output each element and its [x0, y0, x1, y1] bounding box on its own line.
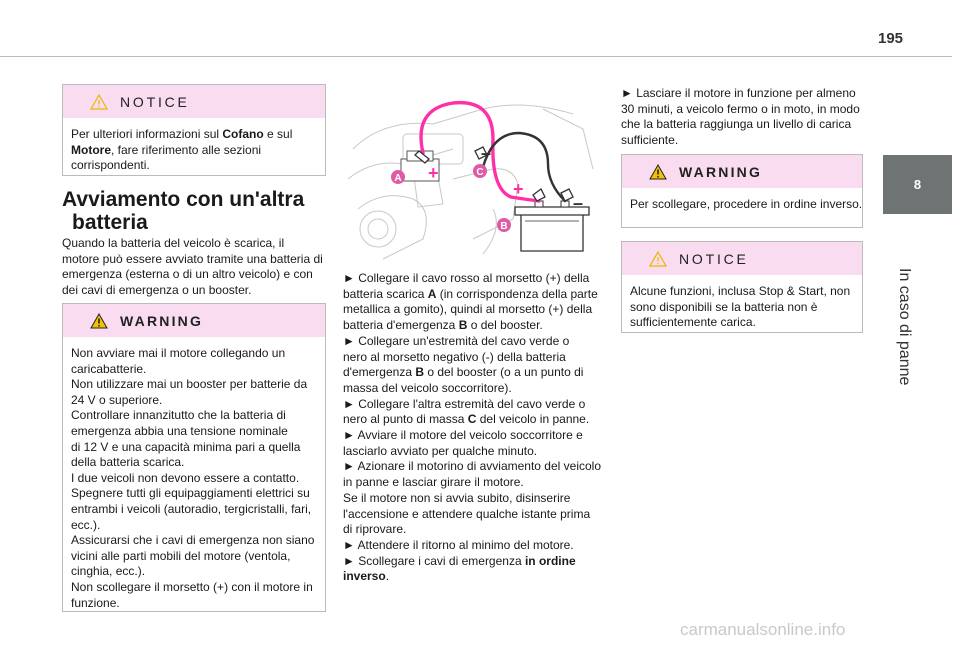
label-b-bubble: [497, 218, 511, 232]
warning-header: [622, 155, 862, 188]
warning-triangle-icon: [90, 94, 108, 110]
label-a-bubble: [391, 170, 405, 184]
intro-paragraph: Quando la batteria del veicolo è scarica, il motore può essere avviato tramite una batteria di emergenza (esterna o di un altro veicolo) e con dei cavi di emergenza o un booster.: [62, 236, 323, 298]
svg-text:–: –: [481, 143, 492, 163]
notice-label: NOTICE: [679, 250, 749, 267]
warning-triangle-icon: [649, 251, 667, 267]
svg-text:–: –: [573, 193, 584, 213]
label-c-bubble: [473, 164, 487, 178]
right-paragraph: ► Lasciare il motore in funzione per almeno 30 minuti, a veicolo fermo o in moto, in modo che la batteria raggiunga un livello di carica sufficiente.: [621, 86, 860, 148]
header-divider: [0, 56, 952, 57]
svg-text:B: B: [500, 221, 508, 232]
watermark: carmanualsonline.info: [680, 620, 846, 639]
notice-text: Per ulteriori informazioni sul Cofano e sul Motore, fare riferimento alle sezioni corrispondenti.: [71, 127, 293, 173]
jump-start-diagram: [343, 89, 601, 264]
chapter-title: In caso di panne: [896, 268, 913, 386]
notice-box: [62, 84, 326, 176]
notice-box: [621, 241, 863, 333]
svg-text:C: C: [476, 167, 484, 178]
page-number: 195: [878, 30, 904, 47]
warning-triangle-icon: [649, 164, 667, 180]
warning-box: [621, 154, 863, 228]
notice-header: [63, 85, 325, 118]
warning-header: [63, 304, 325, 337]
warning-box: [62, 303, 326, 612]
notice-label: NOTICE: [120, 93, 190, 110]
warning-label: WARNING: [120, 312, 204, 329]
section-title: Avviamento con un'altra batteria: [62, 188, 305, 234]
engine-bay-illustration: [343, 89, 601, 264]
warning-text: Non avviare mai il motore collegando un caricabatterie. Non utilizzare mai un booster per batterie da 24 V o superiore. Controllare innanzitutto che la batteria di emergenza abbia una tensione nominale di 12 V e una capacità minima pari a quella della batteria scarica. I due veicoli non devono essere a contatto. Spegnere tutti gli equipaggiamenti elettrici su entrambi i veicoli (autoradio, tergicristalli, fari, ecc.). Assicurarsi che i cavi di emergenza non siano vicini alle parti mobili del motore (ventola, cinghia, ecc.). Non scollegare il morsetto (+) con il motore in funzione.: [71, 346, 315, 610]
procedure-steps: ► Collegare il cavo rosso al morsetto (+) della batteria scarica A (in corrispondenza della parte metallica a gomito), quindi al morsetto (+) della batteria d'emergenza B o del booster. ► Collegare un'estremità del cavo verde o nero al morsetto negativo (-) della batteria d'emergenza B o del booster (o a un punto di massa del veicolo soccorritore). ► Collegare l'altra estremità del cavo verde o nero al punto di massa C del veicolo in panne. ► Avviare il motore del veicolo soccorritore e lasciarlo avviato per qualche minuto. ► Azionare il motorino di avviamento del veicolo in panne e lasciar girare il motore. Se il motore non si avvia subito, disinserire l'accensione e attendere qualche istante prima di riprovare. ► Attendere il ritorno al minimo del motore. ► Scollegare i cavi di emergenza in ordine inverso.: [343, 271, 602, 584]
svg-text:A: A: [394, 173, 402, 184]
warning-label: WARNING: [679, 163, 763, 180]
notice-header: [622, 242, 862, 275]
svg-text:+: +: [428, 163, 439, 183]
notice-text: Alcune funzioni, inclusa Stop & Start, non sono disponibili se la batteria non è sufficientemente carica.: [630, 284, 851, 330]
chapter-tab[interactable]: 8: [883, 155, 952, 214]
warning-triangle-icon: [90, 313, 108, 329]
svg-text:+: +: [513, 179, 524, 199]
warning-text: Per scollegare, procedere in ordine inverso.: [630, 197, 863, 211]
